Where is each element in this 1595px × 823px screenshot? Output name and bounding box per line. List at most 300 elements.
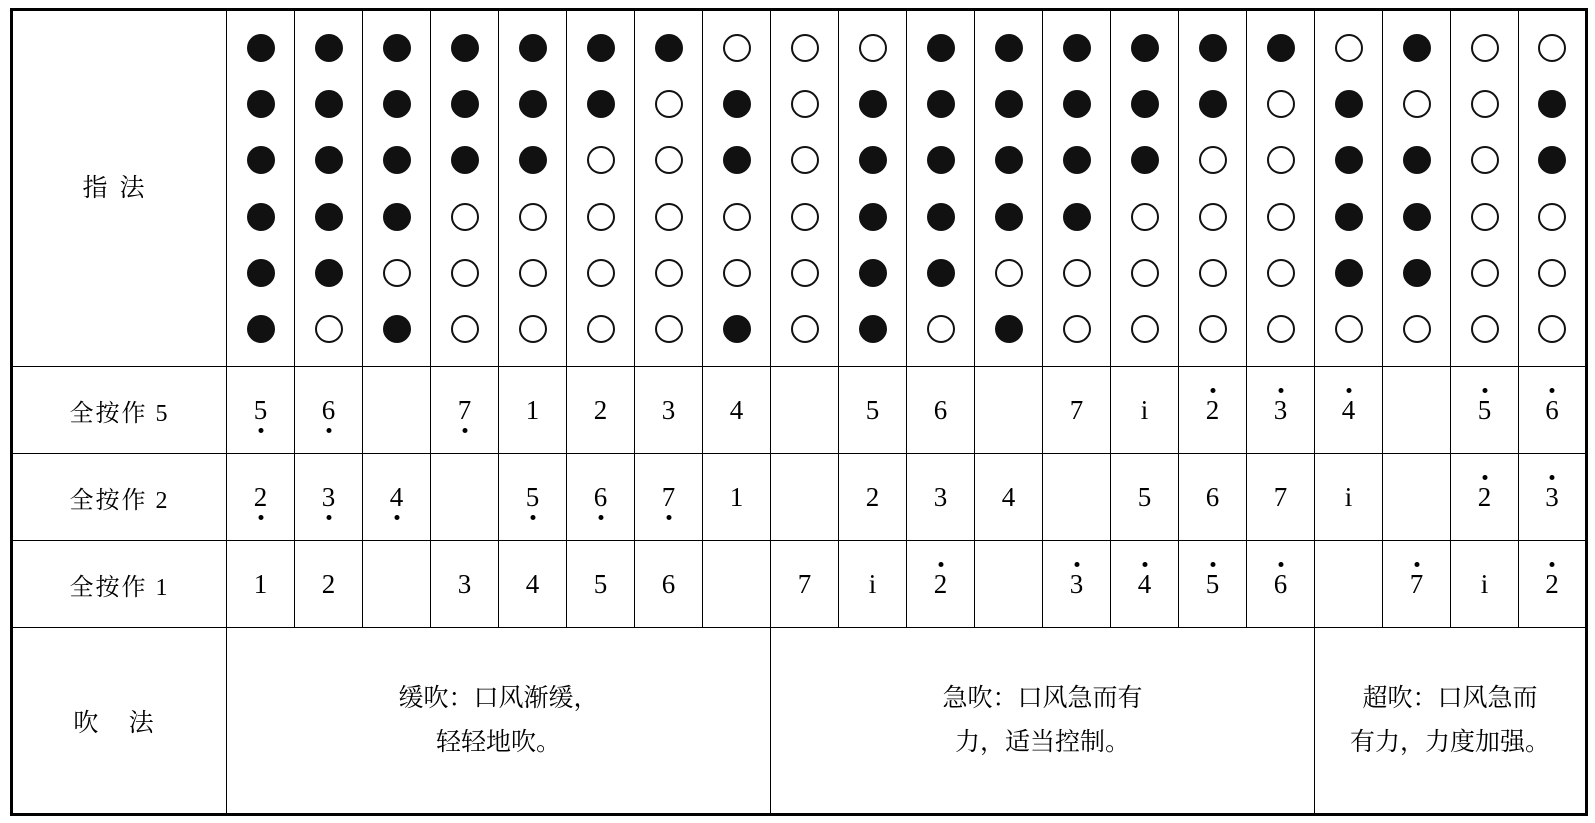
hole-closed-icon (927, 90, 955, 118)
note-value: 1 (253, 568, 268, 599)
fingering-col-4 (431, 10, 499, 367)
hole-closed-icon (247, 315, 275, 343)
octave-dot-above-icon (1142, 562, 1147, 567)
note-cell-row1-8 (703, 541, 771, 628)
hole-closed-icon (247, 259, 275, 287)
hole-open-icon (655, 315, 683, 343)
note-value: 3 (457, 568, 472, 599)
hole-closed-icon (859, 315, 887, 343)
note-cell-row2-8 (703, 454, 771, 541)
hole-closed-icon (927, 259, 955, 287)
hole-closed-icon (655, 34, 683, 62)
note-value: 4 (729, 394, 744, 425)
hole-closed-icon (859, 90, 887, 118)
octave-dot-below-icon (258, 515, 263, 520)
hole-open-icon (655, 146, 683, 174)
hole-open-icon (1538, 34, 1566, 62)
hole-closed-icon (723, 315, 751, 343)
hole-closed-icon (1403, 146, 1431, 174)
blowing-line-1: 急吹：口风急而有 (942, 684, 1143, 712)
fingering-col-2 (295, 10, 363, 367)
note-cell-row5-16 (1247, 367, 1315, 454)
note-cell-row1-20 (1519, 541, 1587, 628)
note-cell-row1-11 (907, 541, 975, 628)
hole-closed-icon (1131, 34, 1159, 62)
hole-open-icon (1471, 259, 1499, 287)
hole-closed-icon (1267, 34, 1295, 62)
hole-open-icon (1538, 203, 1566, 231)
note-cell-row2-12 (975, 454, 1043, 541)
note-value: 5 (1478, 387, 1492, 434)
hole-closed-icon (451, 90, 479, 118)
hole-closed-icon (1131, 146, 1159, 174)
hole-stack (499, 24, 566, 354)
note-cell-row5-8 (703, 367, 771, 454)
hole-closed-icon (315, 259, 343, 287)
note-cell-row2-18 (1383, 454, 1451, 541)
hole-open-icon (1131, 315, 1159, 343)
hole-stack (839, 24, 906, 354)
note-cell-row5-6 (567, 367, 635, 454)
hole-closed-icon (995, 146, 1023, 174)
note-cell-row5-12 (975, 367, 1043, 454)
row-label-all-closed-5 (12, 367, 227, 454)
hole-closed-icon (927, 146, 955, 174)
blowing-line-2: 轻轻地吹。 (435, 728, 561, 756)
hole-stack (907, 24, 974, 354)
note-cell-row2-4 (431, 454, 499, 541)
fingering-col-11 (907, 10, 975, 367)
note-cell-row1-15 (1179, 541, 1247, 628)
note-value: 2 (865, 481, 880, 512)
hole-stack (431, 24, 498, 354)
row-label-all-closed-5-text: 全按作 5 (69, 400, 170, 427)
row-label-all-closed-2 (12, 454, 227, 541)
octave-dot-above-icon (1210, 388, 1215, 393)
blowing-line-2: 有力，力度加强。 (1349, 728, 1550, 756)
row-label-fingering (12, 10, 227, 367)
note-cell-row5-14 (1111, 367, 1179, 454)
hole-closed-icon (451, 146, 479, 174)
hole-closed-icon (587, 34, 615, 62)
fingering-col-13 (1043, 10, 1111, 367)
hole-stack (1247, 24, 1314, 354)
hole-closed-icon (383, 90, 411, 118)
hole-open-icon (1131, 259, 1159, 287)
note-value: i (1344, 481, 1353, 512)
note-value: 7 (1410, 561, 1424, 608)
note-cell-row1-6 (567, 541, 635, 628)
fingering-col-1 (227, 10, 295, 367)
hole-stack (1519, 24, 1585, 354)
hole-closed-icon (383, 34, 411, 62)
hole-closed-icon (247, 203, 275, 231)
note-cell-row1-3 (363, 541, 431, 628)
note-value: 2 (321, 568, 336, 599)
fingering-col-8 (703, 10, 771, 367)
blowing-line-1: 缓吹：口风渐缓， (398, 684, 599, 712)
hole-closed-icon (723, 146, 751, 174)
note-cell-row1-4 (431, 541, 499, 628)
hole-closed-icon (519, 90, 547, 118)
note-value: 2 (593, 394, 608, 425)
hole-closed-icon (587, 90, 615, 118)
hole-closed-icon (519, 146, 547, 174)
note-cell-row2-19 (1451, 454, 1519, 541)
note-value: 1 (729, 481, 744, 512)
fingering-col-9 (771, 10, 839, 367)
note-value: 7 (458, 387, 472, 434)
hole-closed-icon (1335, 146, 1363, 174)
hole-closed-icon (1538, 90, 1566, 118)
octave-dot-above-icon (1482, 475, 1487, 480)
row-label-blowing-text: 吹 法 (73, 709, 166, 737)
note-value: 2 (934, 561, 948, 608)
table-row-all-closed-2 (12, 454, 1587, 541)
octave-dot-above-icon (1550, 475, 1555, 480)
hole-closed-icon (247, 34, 275, 62)
hole-open-icon (1199, 315, 1227, 343)
fingering-col-16 (1247, 10, 1315, 367)
note-cell-row2-13 (1043, 454, 1111, 541)
hole-open-icon (587, 146, 615, 174)
hole-open-icon (519, 315, 547, 343)
hole-closed-icon (1063, 203, 1091, 231)
hole-closed-icon (247, 146, 275, 174)
octave-dot-below-icon (394, 515, 399, 520)
note-cell-row2-16 (1247, 454, 1315, 541)
note-value: 5 (1137, 481, 1152, 512)
hole-open-icon (1335, 315, 1363, 343)
hole-open-icon (1199, 259, 1227, 287)
hole-closed-icon (315, 90, 343, 118)
note-value: 4 (390, 474, 404, 521)
hole-open-icon (1471, 146, 1499, 174)
note-cell-row2-7 (635, 454, 703, 541)
hole-closed-icon (383, 203, 411, 231)
blowing-instruction-3 (1315, 628, 1587, 815)
note-cell-row2-14 (1111, 454, 1179, 541)
note-value: 4 (1138, 561, 1152, 608)
fingering-col-7 (635, 10, 703, 367)
hole-open-icon (451, 203, 479, 231)
hole-open-icon (1267, 315, 1295, 343)
note-value: 6 (661, 568, 676, 599)
hole-open-icon (723, 34, 751, 62)
hole-closed-icon (315, 203, 343, 231)
hole-stack (363, 24, 430, 354)
note-cell-row1-16 (1247, 541, 1315, 628)
octave-dot-above-icon (1210, 562, 1215, 567)
octave-dot-below-icon (258, 428, 263, 433)
table-row-blowing (12, 628, 1587, 815)
hole-closed-icon (1063, 34, 1091, 62)
octave-dot-above-icon (1074, 562, 1079, 567)
fingering-col-10 (839, 10, 907, 367)
note-cell-row1-9 (771, 541, 839, 628)
note-value: 3 (661, 394, 676, 425)
note-cell-row5-17 (1315, 367, 1383, 454)
note-cell-row1-12 (975, 541, 1043, 628)
hole-open-icon (655, 259, 683, 287)
fingering-col-6 (567, 10, 635, 367)
note-value: 4 (525, 568, 540, 599)
hole-closed-icon (859, 203, 887, 231)
note-value: 6 (594, 474, 608, 521)
note-cell-row2-6 (567, 454, 635, 541)
octave-dot-above-icon (1278, 388, 1283, 393)
note-cell-row5-1 (227, 367, 295, 454)
fingering-col-3 (363, 10, 431, 367)
note-cell-row5-5 (499, 367, 567, 454)
note-cell-row1-5 (499, 541, 567, 628)
hole-stack (635, 24, 702, 354)
hole-open-icon (1471, 315, 1499, 343)
hole-closed-icon (1131, 90, 1159, 118)
hole-open-icon (1538, 315, 1566, 343)
hole-open-icon (1538, 259, 1566, 287)
hole-closed-icon (927, 34, 955, 62)
note-cell-row1-14 (1111, 541, 1179, 628)
note-value: 3 (1070, 561, 1084, 608)
hole-open-icon (1403, 315, 1431, 343)
hole-closed-icon (1403, 34, 1431, 62)
note-cell-row5-11 (907, 367, 975, 454)
note-value: 6 (933, 394, 948, 425)
note-cell-row2-11 (907, 454, 975, 541)
octave-dot-below-icon (666, 515, 671, 520)
hole-stack (295, 24, 362, 354)
hole-closed-icon (315, 146, 343, 174)
hole-stack (703, 24, 770, 354)
octave-dot-above-icon (1414, 562, 1419, 567)
note-value: 5 (593, 568, 608, 599)
hole-stack (1111, 24, 1178, 354)
note-value: i (1480, 568, 1489, 599)
note-value: 2 (254, 474, 268, 521)
note-cell-row5-2 (295, 367, 363, 454)
blowing-instruction-1 (227, 628, 771, 815)
hole-stack (1043, 24, 1110, 354)
note-cell-row5-18 (1383, 367, 1451, 454)
note-value: 4 (1342, 387, 1356, 434)
hole-closed-icon (519, 34, 547, 62)
hole-open-icon (723, 203, 751, 231)
note-cell-row5-19 (1451, 367, 1519, 454)
note-cell-row5-7 (635, 367, 703, 454)
note-value: 2 (1478, 474, 1492, 521)
fingering-col-19 (1451, 10, 1519, 367)
note-value: 6 (1274, 561, 1288, 608)
hole-open-icon (519, 259, 547, 287)
hole-stack (1451, 24, 1518, 354)
row-label-all-closed-2-text: 全按作 2 (69, 487, 170, 514)
hole-open-icon (1199, 203, 1227, 231)
blowing-line-2: 力，适当控制。 (954, 728, 1130, 756)
hole-open-icon (1471, 90, 1499, 118)
hole-closed-icon (1403, 203, 1431, 231)
blowing-instruction-2 (771, 628, 1315, 815)
hole-open-icon (859, 34, 887, 62)
note-cell-row5-13 (1043, 367, 1111, 454)
hole-open-icon (791, 315, 819, 343)
note-cell-row5-3 (363, 367, 431, 454)
hole-open-icon (315, 315, 343, 343)
note-value: 3 (322, 474, 336, 521)
table-row-all-closed-1 (12, 541, 1587, 628)
fingering-col-5 (499, 10, 567, 367)
fingering-table (10, 8, 1588, 816)
hole-open-icon (791, 34, 819, 62)
hole-closed-icon (927, 203, 955, 231)
hole-open-icon (1403, 90, 1431, 118)
row-label-fingering-text: 指法 (82, 174, 157, 202)
octave-dot-below-icon (326, 515, 331, 520)
note-cell-row2-5 (499, 454, 567, 541)
hole-closed-icon (1063, 146, 1091, 174)
hole-closed-icon (451, 34, 479, 62)
hole-open-icon (1063, 315, 1091, 343)
hole-closed-icon (723, 90, 751, 118)
note-cell-row2-3 (363, 454, 431, 541)
hole-open-icon (927, 315, 955, 343)
note-cell-row1-18 (1383, 541, 1451, 628)
note-value: 7 (797, 568, 812, 599)
hole-open-icon (587, 203, 615, 231)
fingering-col-17 (1315, 10, 1383, 367)
hole-closed-icon (383, 146, 411, 174)
hole-closed-icon (1335, 259, 1363, 287)
hole-closed-icon (383, 315, 411, 343)
hole-stack (1315, 24, 1382, 354)
note-value: 6 (1545, 387, 1559, 434)
hole-open-icon (383, 259, 411, 287)
hole-open-icon (1335, 34, 1363, 62)
hole-open-icon (587, 259, 615, 287)
hole-closed-icon (1538, 146, 1566, 174)
hole-closed-icon (1199, 34, 1227, 62)
hole-open-icon (451, 315, 479, 343)
note-cell-row1-19 (1451, 541, 1519, 628)
octave-dot-below-icon (326, 428, 331, 433)
hole-closed-icon (995, 203, 1023, 231)
table-row-fingering (12, 10, 1587, 367)
fingering-col-14 (1111, 10, 1179, 367)
hole-open-icon (519, 203, 547, 231)
note-cell-row2-9 (771, 454, 839, 541)
hole-closed-icon (995, 90, 1023, 118)
hole-open-icon (1471, 34, 1499, 62)
note-cell-row2-15 (1179, 454, 1247, 541)
octave-dot-above-icon (1346, 388, 1351, 393)
row-label-all-closed-1-text: 全按作 1 (69, 574, 170, 601)
note-value: 6 (322, 387, 336, 434)
hole-open-icon (1267, 146, 1295, 174)
table-row-all-closed-5 (12, 367, 1587, 454)
blowing-line-1: 超吹：口风急而 (1362, 684, 1538, 712)
hole-closed-icon (859, 259, 887, 287)
note-value: 7 (1069, 394, 1084, 425)
hole-closed-icon (247, 90, 275, 118)
hole-stack (567, 24, 634, 354)
hole-open-icon (655, 203, 683, 231)
hole-open-icon (791, 203, 819, 231)
note-cell-row2-17 (1315, 454, 1383, 541)
note-value: 3 (1545, 474, 1559, 521)
hole-open-icon (655, 90, 683, 118)
hole-open-icon (1267, 203, 1295, 231)
hole-open-icon (1471, 203, 1499, 231)
note-cell-row1-10 (839, 541, 907, 628)
octave-dot-above-icon (938, 562, 943, 567)
note-value: 5 (1206, 561, 1220, 608)
hole-open-icon (1267, 90, 1295, 118)
note-cell-row2-20 (1519, 454, 1587, 541)
hole-open-icon (1063, 259, 1091, 287)
note-cell-row1-17 (1315, 541, 1383, 628)
octave-dot-above-icon (1278, 562, 1283, 567)
hole-closed-icon (1063, 90, 1091, 118)
octave-dot-above-icon (1550, 388, 1555, 393)
note-value: 5 (526, 474, 540, 521)
note-cell-row2-10 (839, 454, 907, 541)
hole-stack (1383, 24, 1450, 354)
hole-open-icon (995, 259, 1023, 287)
note-cell-row5-9 (771, 367, 839, 454)
note-value: i (1140, 394, 1149, 425)
hole-closed-icon (1403, 259, 1431, 287)
hole-open-icon (451, 259, 479, 287)
hole-closed-icon (1335, 203, 1363, 231)
row-label-all-closed-1 (12, 541, 227, 628)
hole-closed-icon (995, 34, 1023, 62)
hole-open-icon (791, 259, 819, 287)
note-value: 1 (525, 394, 540, 425)
note-cell-row1-2 (295, 541, 363, 628)
octave-dot-below-icon (598, 515, 603, 520)
fingering-col-12 (975, 10, 1043, 367)
hole-stack (771, 24, 838, 354)
fingering-col-18 (1383, 10, 1451, 367)
octave-dot-above-icon (1550, 562, 1555, 567)
note-value: 5 (254, 387, 268, 434)
hole-open-icon (587, 315, 615, 343)
hole-closed-icon (315, 34, 343, 62)
note-cell-row2-1 (227, 454, 295, 541)
fingering-col-20 (1519, 10, 1587, 367)
hole-stack (975, 24, 1042, 354)
hole-open-icon (791, 146, 819, 174)
note-value: i (868, 568, 877, 599)
hole-open-icon (1131, 203, 1159, 231)
note-value: 3 (1274, 387, 1288, 434)
hole-open-icon (1199, 146, 1227, 174)
note-cell-row5-20 (1519, 367, 1587, 454)
fingering-col-15 (1179, 10, 1247, 367)
note-cell-row2-2 (295, 454, 363, 541)
note-value: 7 (662, 474, 676, 521)
hole-open-icon (1267, 259, 1295, 287)
note-cell-row1-13 (1043, 541, 1111, 628)
hole-open-icon (723, 259, 751, 287)
hole-closed-icon (995, 315, 1023, 343)
octave-dot-below-icon (462, 428, 467, 433)
note-value: 3 (933, 481, 948, 512)
octave-dot-below-icon (530, 515, 535, 520)
note-value: 7 (1273, 481, 1288, 512)
note-cell-row1-7 (635, 541, 703, 628)
note-cell-row5-10 (839, 367, 907, 454)
